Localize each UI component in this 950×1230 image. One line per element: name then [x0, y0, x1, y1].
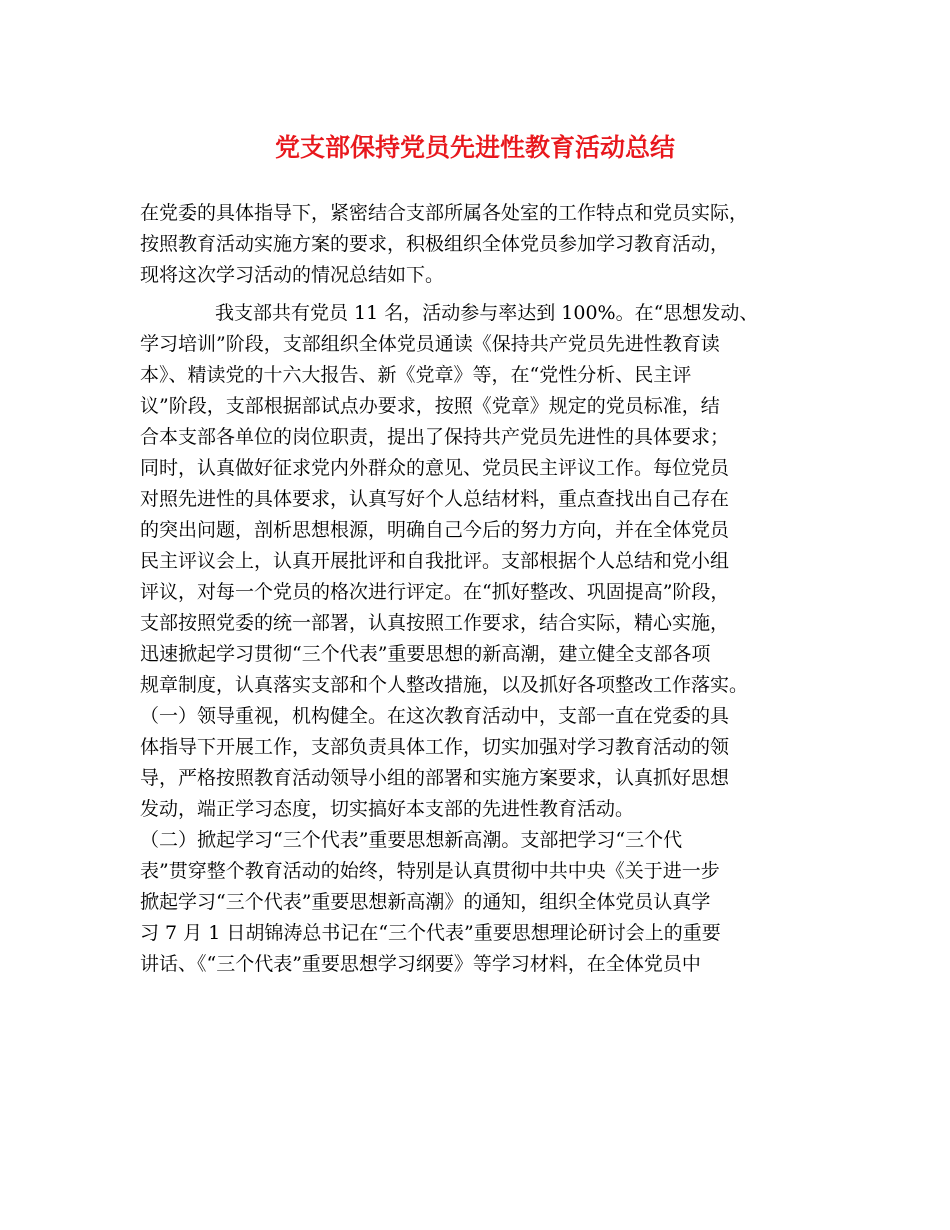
- document-title: 党支部保持党员先进性教育活动总结: [274, 133, 675, 162]
- text-line: 对照先进性的具体要求，认真写好个人总结材料，重点查找出自己存在: [140, 488, 730, 510]
- text-line: 发动，端正学习态度，切实搞好本支部的先进性教育活动。: [140, 798, 635, 820]
- text-line: 议”阶段，支部根据部试点办要求，按照《党章》规定的党员标准，结: [140, 395, 720, 417]
- text-line: 导，严格按照教育活动领导小组的部署和实施方案要求，认真抓好思想: [140, 767, 730, 789]
- text-line: 现将这次学习活动的情况总结如下。: [140, 264, 445, 286]
- text-line: 按照教育活动实施方案的要求，积极组织全体党员参加学习教育活动，: [140, 233, 730, 255]
- text-line: 本》、精读党的十六大报告、新《党章》等，在“党性分析、民主评: [140, 364, 692, 386]
- text-line: 习 7 月 1 日胡锦涛总书记在“三个代表”重要思想理论研讨会上的重要: [140, 922, 721, 944]
- text-line: 民主评议会上，认真开展批评和自我批评。支部根据个人总结和党小组: [140, 550, 730, 572]
- text-line: 在党委的具体指导下，紧密结合支部所属各处室的工作特点和党员实际，: [140, 202, 749, 224]
- text-line: 掀起学习“三个代表”重要思想新高潮》的通知，组织全体党员认真学: [140, 891, 711, 913]
- text-line: 的突出问题，剖析思想根源，明确自己今后的努力方向，并在全体党员: [140, 519, 730, 541]
- text-line: 体指导下开展工作，支部负责具体工作，切实加强对学习教育活动的领: [140, 736, 730, 758]
- text-line: 我支部共有党员 11 名，活动参与率达到 100%。在“思想发动、: [215, 302, 759, 324]
- text-line: 评议，对每一个党员的格次进行评定。在“抓好整改、巩固提高”阶段，: [140, 581, 730, 603]
- paragraph-spacer: [140, 291, 830, 298]
- text-line: （二）掀起学习“三个代表”重要思想新高潮。支部把学习“三个代: [140, 829, 683, 851]
- text-line: 规章制度，认真落实支部和个人整改措施，以及抓好各项整改工作落实。: [140, 674, 749, 696]
- paragraph-intro: [140, 198, 830, 291]
- text-line: 合本支部各单位的岗位职责，提出了保持共产党员先进性的具体要求；: [140, 426, 730, 448]
- text-line: 同时，认真做好征求党内外群众的意见、党员民主评议工作。每位党员: [140, 457, 730, 479]
- paragraph-main: [140, 298, 830, 980]
- text-line: 迅速掀起学习贯彻“三个代表”重要思想的新高潮，建立健全支部各项: [140, 643, 711, 665]
- text-line: 学习培训”阶段，支部组织全体党员通读《保持共产党员先进性教育读: [140, 333, 720, 355]
- document-body: [140, 198, 830, 980]
- text-line: 表”贯穿整个教育活动的始终，特别是认真贯彻中共中央《关于进一步: [140, 860, 720, 882]
- text-line: 支部按照党委的统一部署，认真按照工作要求，结合实际，精心实施，: [140, 612, 730, 634]
- text-line: （一）领导重视，机构健全。在这次教育活动中，支部一直在党委的具: [140, 705, 730, 727]
- text-line: 讲话、《“三个代表”重要思想学习纲要》等学习材料，在全体党员中: [140, 953, 701, 975]
